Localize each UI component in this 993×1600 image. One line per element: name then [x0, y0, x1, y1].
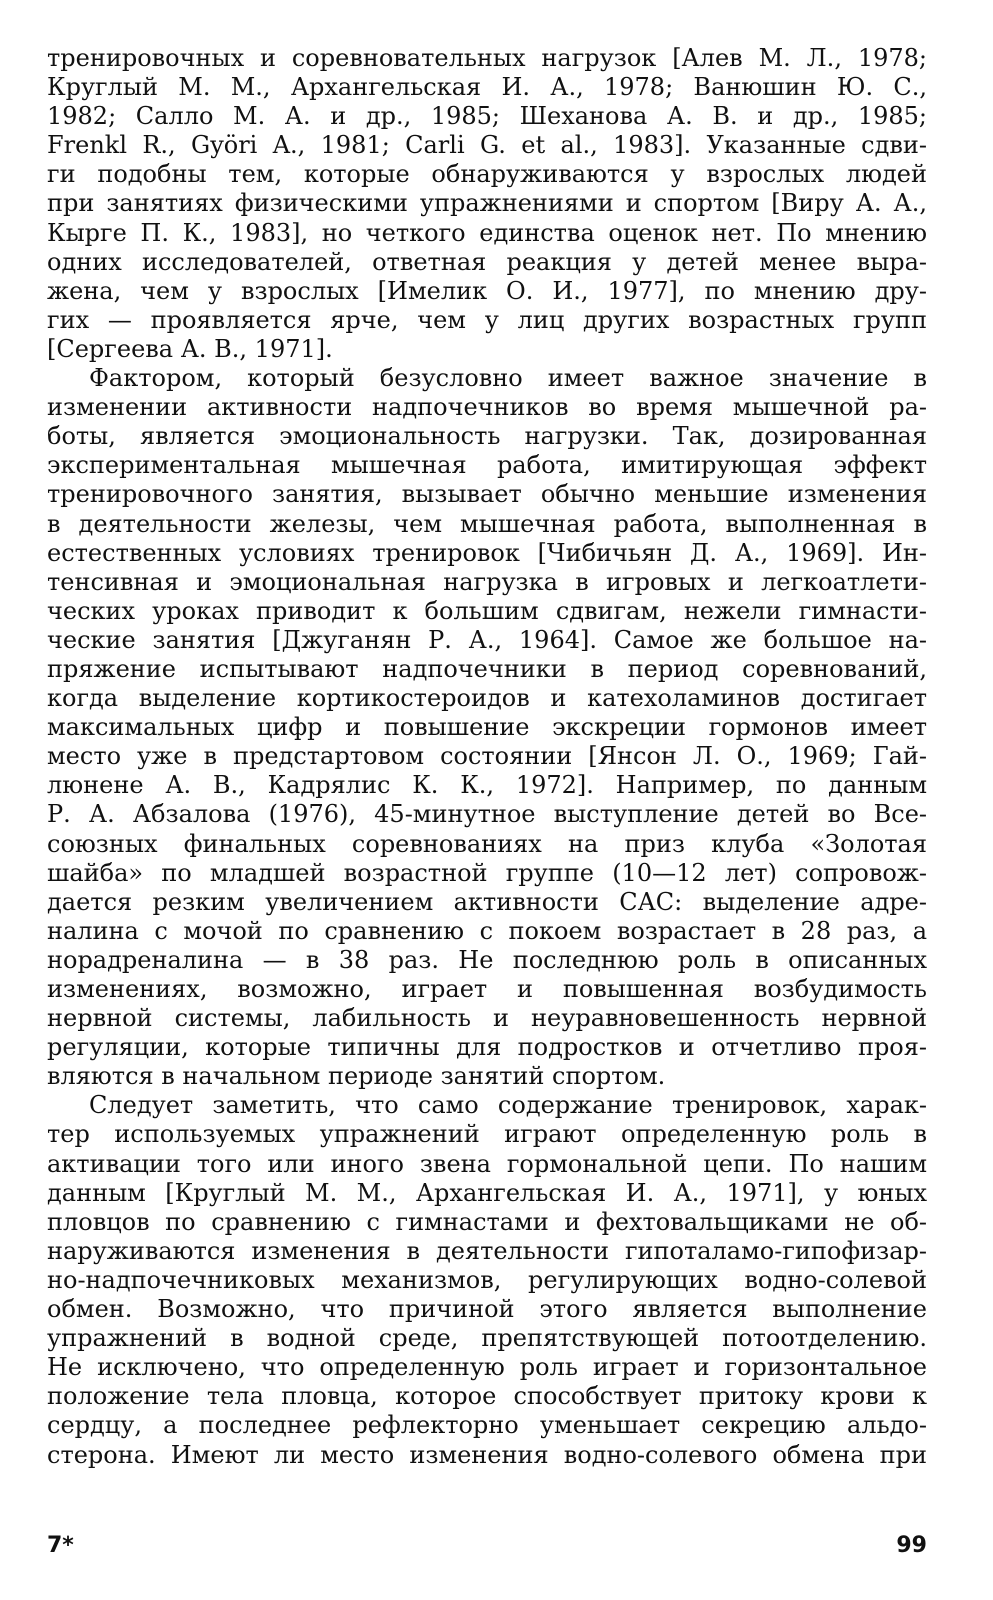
text-line: когда выделение кортикостероидов и катехоламинов достигает — [47, 684, 927, 713]
text-line: [Сергеева А. В., 1971]. — [47, 334, 333, 363]
text-line: тер используемых упражнений играют определенную роль в — [47, 1120, 927, 1149]
text-line: тенсивная и эмоциональная нагрузка в игровых и легкоатлети- — [47, 567, 927, 596]
text-line: одних исследователей, ответная реакция у детей менее выра- — [47, 247, 927, 276]
text-line: ги подобны тем, которые обнаруживаются у взрослых людей — [47, 160, 927, 189]
text-line: боты, является эмоциональность нагрузки. Так, дозированная — [47, 422, 927, 451]
text-line: жена, чем у взрослых [Имелик О. И., 1977], по мнению дру- — [47, 276, 927, 305]
text-line: при занятиях физическими упражнениями и спортом [Виру А. А., — [47, 189, 927, 218]
text-line: максимальных цифр и повышение экскреции гормонов имеет — [47, 713, 927, 742]
text-line: тренировочных и соревновательных нагрузок [Алев М. Л., 1978; — [47, 44, 927, 72]
text-line: обмен. Возможно, что причиной этого является выполнение — [47, 1295, 927, 1324]
text-line: упражнений в водной среде, препятствующей потоотделению. — [47, 1324, 927, 1353]
text-line: 1982; Салло М. А. и др., 1985; Шеханова А. В. и др., 1985; — [47, 102, 927, 131]
text-line: вляются в начальном периоде занятий спортом. — [47, 1062, 666, 1091]
text-line: ческих уроках приводит к большим сдвигам, нежели гимнасти- — [47, 596, 927, 625]
paragraph-1 — [47, 44, 927, 364]
text-line: экспериментальная мышечная работа, имитирующая эффект — [47, 451, 927, 480]
text-line: гих — проявляется ярче, чем у лиц других возрастных групп — [47, 305, 927, 334]
text-line: норадреналина — в 38 раз. Не последнюю роль в описанных — [47, 945, 927, 974]
text-line: в деятельности железы, чем мышечная работа, выполненная в — [47, 509, 927, 538]
paragraph-2 — [47, 364, 927, 1091]
text-line: нервной системы, лабильность и неуравновешенность нервной — [47, 1004, 927, 1033]
text-line: сердцу, а последнее рефлекторно уменьшает секрецию альдо- — [47, 1411, 927, 1440]
text-line: Frenkl R., Györi A., 1981; Carli G. et al., 1983]. Указанные сдви- — [47, 131, 927, 160]
text-line: изменениях, возможно, играет и повышенная возбудимость — [47, 975, 927, 1003]
text-line: Не исключено, что определенную роль играет и горизонтальное — [47, 1353, 927, 1382]
page-body — [47, 44, 927, 1470]
text-line: союзных финальных соревнованиях на приз клуба «Золотая — [47, 829, 927, 858]
text-line: Кырге П. К., 1983], но четкого единства оценок нет. По мнению — [47, 218, 927, 247]
text-line: шайба» по младшей возрастной группе (10—12 лет) сопровож- — [47, 858, 927, 887]
text-line: естественных условиях тренировок [Чибичьян Д. А., 1969]. Ин- — [47, 538, 927, 567]
text-line: регуляции, которые типичны для подростков и отчетливо проя- — [47, 1033, 927, 1062]
text-line: стерона. Имеют ли место изменения водно-солевого обмена при — [47, 1440, 927, 1469]
page-footer — [47, 1533, 927, 1563]
text-line: изменении активности надпочечников во время мышечной ра- — [47, 393, 927, 422]
text-line: люнене А. В., Кадрялис К. К., 1972]. Например, по данным — [47, 771, 927, 800]
text-line: место уже в предстартовом состоянии [Янсон Л. О., 1969; Гай- — [47, 742, 927, 771]
text-line: Фактором, который безусловно имеет важное значение в — [89, 364, 927, 393]
text-line: Следует заметить, что само содержание тренировок, харак- — [89, 1091, 927, 1120]
text-line: Р. А. Абзалова (1976), 45-минутное выступление детей во Все- — [47, 800, 927, 829]
text-line: налина с мочой по сравнению с покоем возрастает в 28 раз, а — [47, 916, 927, 945]
paragraph-3 — [47, 1091, 927, 1469]
text-line: активации того или иного звена гормональной цепи. По нашим — [47, 1149, 927, 1178]
page-number: 99 — [896, 1533, 927, 1558]
text-line: пряжение испытывают надпочечники в период соревнований, — [47, 654, 927, 683]
text-line: пловцов по сравнению с гимнастами и фехтовальщиками не об- — [47, 1207, 927, 1236]
text-line: положение тела пловца, которое способствует притоку крови к — [47, 1382, 927, 1411]
text-line: тренировочного занятия, вызывает обычно меньшие изменения — [47, 480, 927, 509]
text-line: но-надпочечниковых механизмов, регулирующих водно-солевой — [47, 1265, 927, 1294]
text-line: данным [Круглый М. М., Архангельская И. А., 1971], у юных — [47, 1178, 927, 1207]
text-line: наруживаются изменения в деятельности гипоталамо-гипофизар- — [47, 1236, 927, 1265]
signature-mark: 7* — [47, 1533, 74, 1558]
text-line: дается резким увеличением активности САС: выделение адре- — [47, 887, 927, 916]
text-line: Круглый М. М., Архангельская И. А., 1978; Ванюшин Ю. С., — [47, 73, 927, 102]
text-line: ческие занятия [Джуганян Р. А., 1964]. Самое же большое на- — [47, 625, 927, 654]
